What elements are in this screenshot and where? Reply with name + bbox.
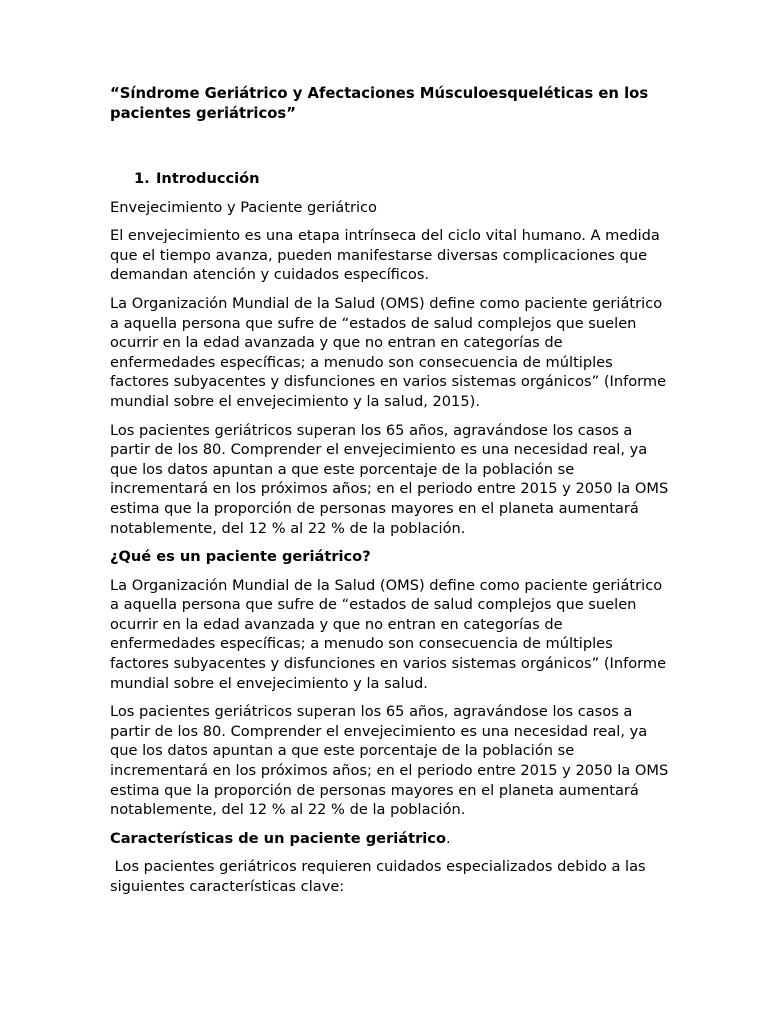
heading-que-es-paciente: ¿Qué es un paciente geriátrico? (110, 548, 371, 566)
document-title: “Síndrome Geriátrico y Afectaciones Músculoesqueléticas en los pacientes geriátricos” (110, 85, 649, 122)
paragraph-5: Los pacientes geriátricos superan los 65 años, agravándose los casos a partir de los 80. Comprender el envejecimiento es una necesidad real, ya que los datos apuntan a que este porcentaje de la población se incrementará en los próximos años; en el periodo entre 2015 y 2050 la OMS estima que la proporción de personas mayores en el planeta aumentará notablemente, del 12 % al 22 % de la población. (110, 703, 669, 819)
paragraph-4: La Organización Mundial de la Salud (OMS) define como paciente geriátrico a aquella persona que sufre de “estados de salud complejos que suelen ocurrir en la edad avanzada y que no entran en categorías de enfermedades específicas; a menudo son consecuencia de múltiples factores subyacentes y disfunciones en varios sistemas orgánicos” (Informe mundial sobre el envejecimiento y la salud. (110, 576, 667, 692)
heading-caracteristicas-text: Características de un paciente geriátrico (110, 829, 446, 847)
subtitle-envejecimiento: Envejecimiento y Paciente geriátrico (110, 198, 377, 216)
section-label: Introducción (156, 170, 260, 187)
heading-caracteristicas (110, 829, 670, 849)
paragraph-1: El envejecimiento es una etapa intrínseca del ciclo vital humano. A medida que el tiempo avanza, pueden manifestarse diversas complicaciones que demandan atención y cuidados específicos. (110, 227, 660, 284)
section-number: 1. (134, 170, 150, 187)
paragraph-3: Los pacientes geriátricos superan los 65 años, agravándose los casos a partir de los 80. Comprender el envejecimiento es una necesidad real, ya que los datos apuntan a que este porcentaje de la población se incrementará en los próximos años; en el periodo entre 2015 y 2050 la OMS estima que la proporción de personas mayores en el planeta aumentará notablemente, del 12 % al 22 % de la población. (110, 421, 669, 537)
paragraph-2: La Organización Mundial de la Salud (OMS) define como paciente geriátrico a aquella persona que sufre de “estados de salud complejos que suelen ocurrir en la edad avanzada y que no entran en categorías de enfermedades específicas; a menudo son consecuencia de múltiples factores subyacentes y disfunciones en varios sistemas orgánicos” (Informe mundial sobre el envejecimiento y la salud, 2015). (110, 294, 667, 410)
paragraph-6: Los pacientes geriátricos requieren cuidados especializados debido a las siguientes características clave: (110, 858, 651, 895)
section-heading-introduccion (110, 169, 670, 189)
heading-caracteristicas-period: . (445, 829, 451, 847)
document-page (110, 84, 670, 906)
